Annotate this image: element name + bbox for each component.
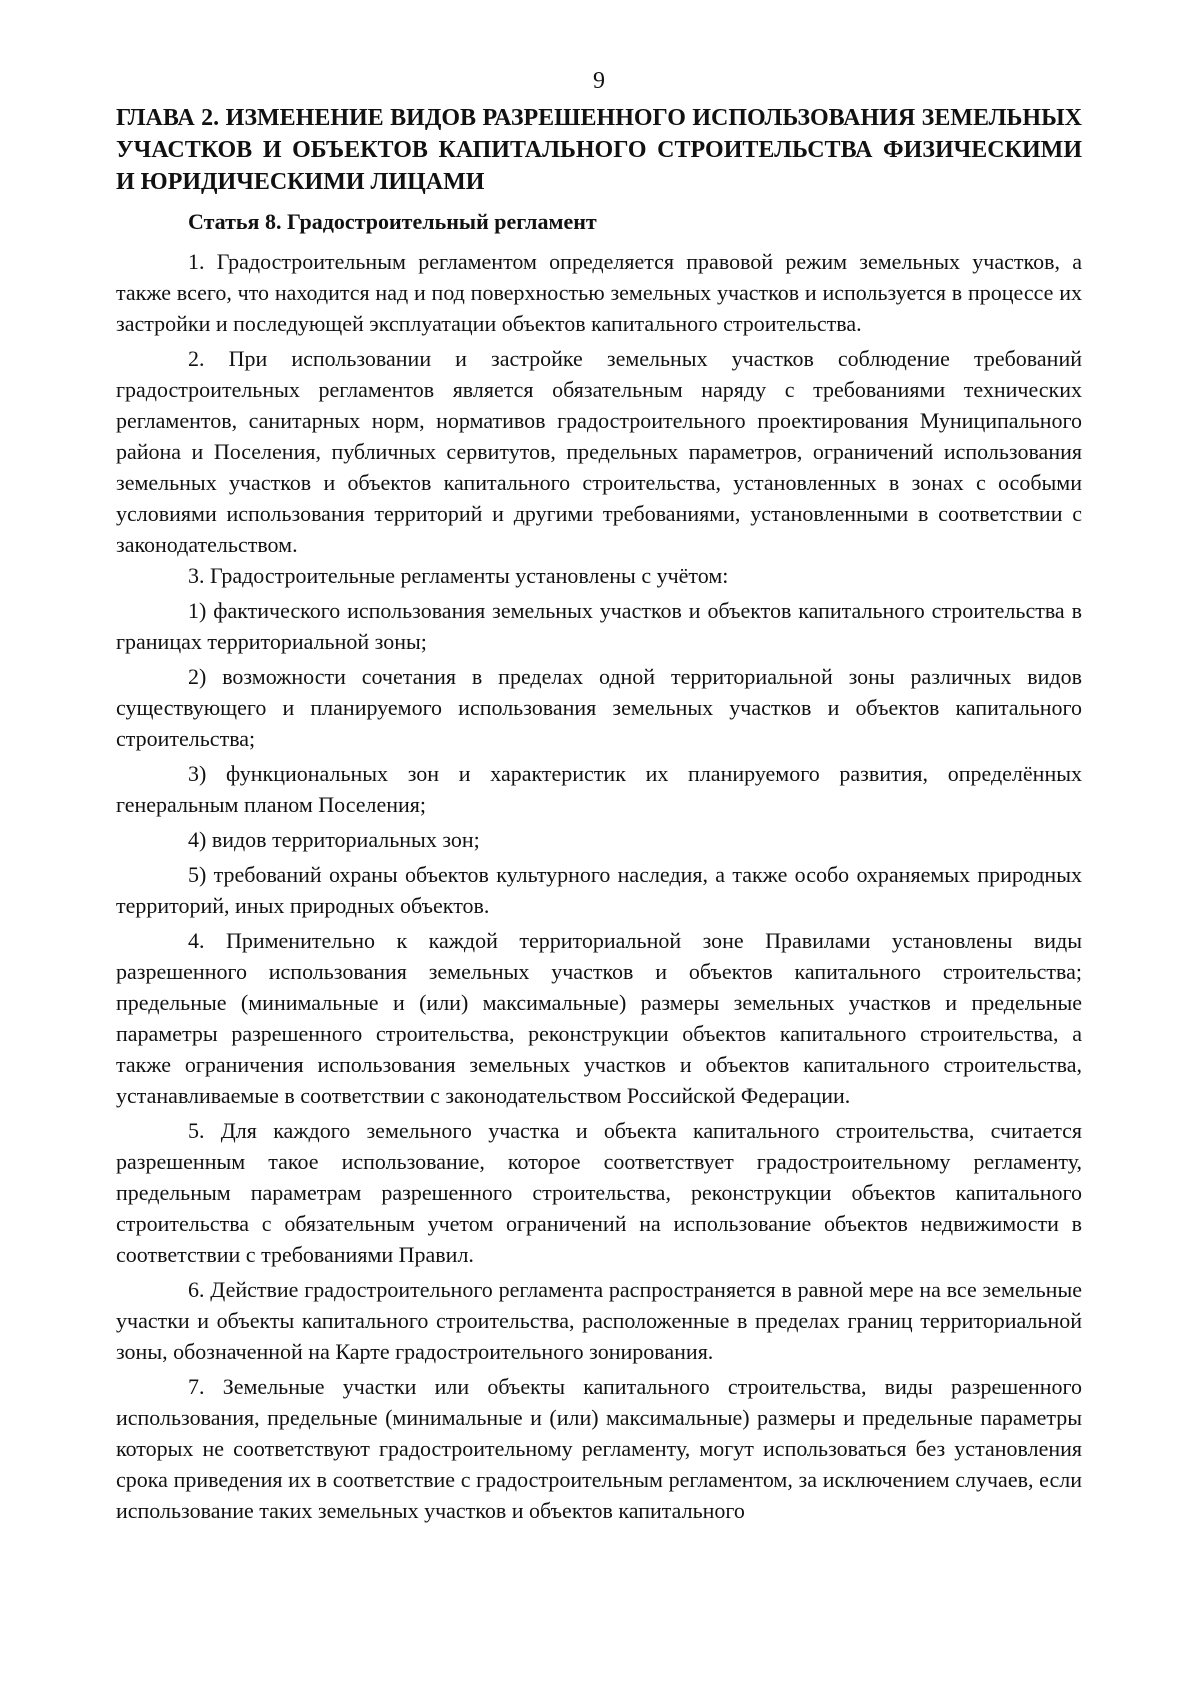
document-page: [116, 66, 1082, 1526]
list-item-4: 4) видов территориальных зон;: [188, 827, 480, 852]
list-item-2: 2) возможности сочетания в пределах одной территориальной зоны различных видов существующего и планируемого использования земельных участков и объектов капитального строительства;: [116, 664, 1082, 751]
page-number: 9: [593, 68, 605, 94]
chapter-title: ГЛАВА 2. ИЗМЕНЕНИЕ ВИДОВ РАЗРЕШЕННОГО ИСПОЛЬЗОВАНИЯ ЗЕМЕЛЬНЫХ УЧАСТКОВ И ОБЪЕКТОВ КАПИТАЛЬНОГО СТРОИТЕЛЬСТВА ФИЗИЧЕСКИМИ И ЮРИДИЧЕСКИМИ ЛИЦАМИ: [116, 105, 1082, 195]
list-item-3: 3) функциональных зон и характеристик их планируемого развития, определённых генеральным планом Поселения;: [116, 761, 1082, 817]
paragraph-3: 3. Градостроительные регламенты установлены с учётом:: [188, 563, 729, 588]
list-item-5: 5) требований охраны объектов культурного наследия, а также особо охраняемых природных территорий, иных природных объектов.: [116, 862, 1082, 918]
article-title: Статья 8. Градостроительный регламент: [188, 209, 597, 234]
article-body: [116, 246, 1082, 1526]
paragraph-7: 7. Земельные участки или объекты капитального строительства, виды разрешенного использования, предельные (минимальные и (или) максимальные) размеры и предельные параметры которых не соответствуют градостроительному регламенту, могут использоваться без установления срока приведения их в соответствие с градостроительным регламентом, за исключением случаев, если использование таких земельных участков и объектов капитального: [116, 1374, 1082, 1523]
paragraph-4: 4. Применительно к каждой территориальной зоне Правилами установлены виды разрешенного использования земельных участков и объектов капитального строительства; предельные (минимальные и (или) максимальные) размеры земельных участков и предельные параметры разрешенного строительства, реконструкции объектов капитального строительства, а также ограничения использования земельных участков и объектов капитального строительства, устанавливаемые в соответствии с законодательством Российской Федерации.: [116, 928, 1082, 1108]
paragraph-6: 6. Действие градостроительного регламента распространяется в равной мере на все земельные участки и объекты капитального строительства, расположенные в пределах границ территориальной зоны, обозначенной на Карте градостроительного зонирования.: [116, 1277, 1082, 1364]
list-item-1: 1) фактического использования земельных участков и объектов капитального строительства в границах территориальной зоны;: [116, 598, 1082, 654]
paragraph-5: 5. Для каждого земельного участка и объекта капитального строительства, считается разрешенным такое использование, которое соответствует градостроительному регламенту, предельным параметрам разрешенного строительства, реконструкции объектов капитального строительства с обязательным учетом ограничений на использование объектов недвижимости в соответствии с требованиями Правил.: [116, 1118, 1082, 1267]
paragraph-2: 2. При использовании и застройке земельных участков соблюдение требований градостроительных регламентов является обязательным наряду с требованиями технических регламентов, санитарных норм, нормативов градостроительного проектирования Муниципального района и Поселения, публичных сервитутов, предельных параметров, ограничений использования земельных участков и объектов капитального строительства, установленных в зонах с особыми условиями использования территорий и другими требованиями, установленными в соответствии с законодательством.: [116, 346, 1082, 557]
paragraph-1: 1. Градостроительным регламентом определяется правовой режим земельных участков, а также всего, что находится над и под поверхностью земельных участков и используется в процессе их застройки и последующей эксплуатации объектов капитального строительства.: [116, 249, 1082, 336]
